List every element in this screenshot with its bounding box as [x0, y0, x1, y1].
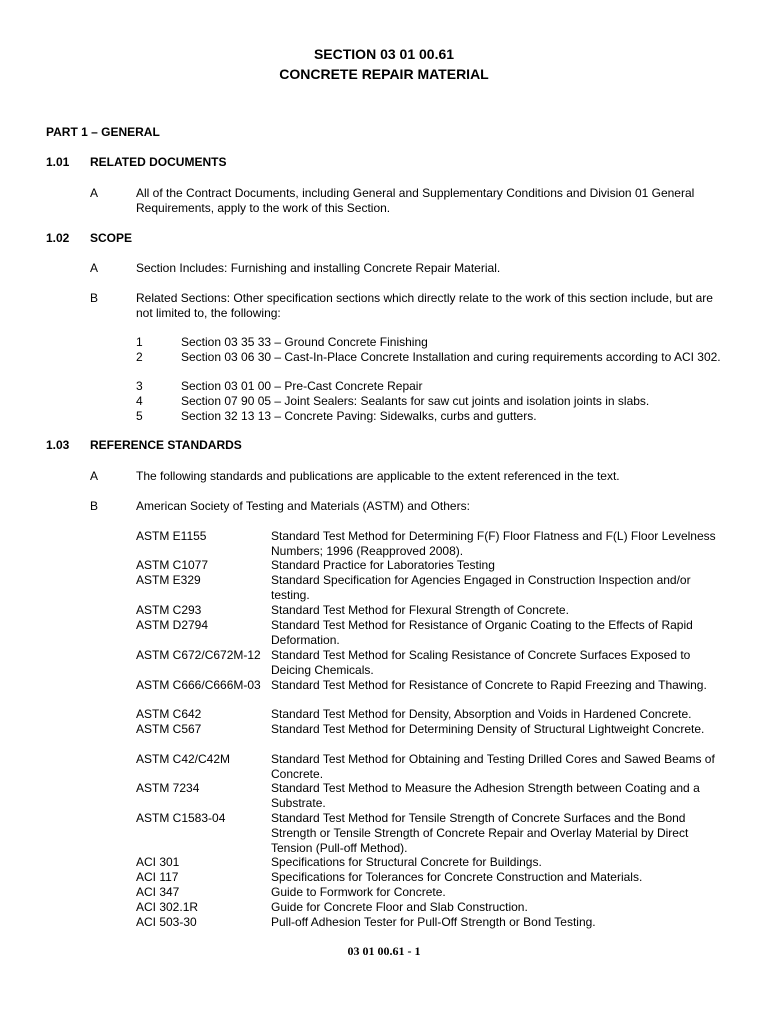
- reference-code: ASTM E329: [136, 573, 201, 587]
- reference-code: ACI 117: [136, 870, 179, 884]
- reference-description: Guide to Formwork for Concrete.: [271, 885, 446, 899]
- reference-description: Standard Test Method for Determining Density of Structural Lightweight Concrete.: [271, 722, 705, 736]
- reference-code: ASTM E1155: [136, 529, 207, 543]
- reference-code: ASTM 7234: [136, 781, 200, 795]
- reference-description: Standard Specification for Agencies Engaged in Construction Inspection and/or testing.: [271, 573, 691, 602]
- list-item: Section 03 35 33 – Ground Concrete Finishing: [181, 335, 428, 349]
- list-item-number: 2: [136, 350, 143, 364]
- article-title: REFERENCE STANDARDS: [90, 438, 242, 452]
- reference-description: Standard Test Method for Obtaining and Testing Drilled Cores and Sawed Beams of Concrete.: [271, 752, 715, 781]
- section-number: SECTION 03 01 00.61: [313, 46, 455, 62]
- reference-description: Standard Test Method for Determining F(F) Floor Flatness and F(L) Floor Levelness Numbers; 1996 (Reapproved 2008).: [271, 529, 716, 558]
- paragraph-letter: B: [90, 291, 99, 305]
- article-title: RELATED DOCUMENTS: [90, 155, 227, 169]
- paragraph-letter: A: [90, 261, 99, 275]
- list-item-number: 5: [136, 409, 143, 423]
- paragraph-text: All of the Contract Documents, including General and Supplementary Conditions and Division 01 General Requirements, apply to the work of this Section.: [136, 186, 695, 215]
- reference-description: Standard Test Method for Density, Absorption and Voids in Hardened Concrete.: [271, 707, 692, 721]
- reference-code: ACI 347: [136, 885, 180, 899]
- reference-code: ASTM D2794: [136, 618, 209, 632]
- reference-description: Standard Practice for Laboratories Testing: [271, 558, 495, 572]
- page-number-footer: 03 01 00.61 - 1: [347, 944, 421, 958]
- list-item: Section 03 06 30 – Cast-In-Place Concrete Installation and curing requirements according to ACI 302.: [181, 350, 721, 364]
- article-number: 1.02: [46, 231, 70, 245]
- reference-code: ASTM C672/C672M-12: [136, 648, 261, 662]
- paragraph-letter: A: [90, 186, 99, 200]
- paragraph-text: Related Sections: Other specification sections which directly relate to the work of this section include, but are not limited to, the following:: [136, 291, 713, 320]
- reference-description: Specifications for Tolerances for Concrete Construction and Materials.: [271, 870, 643, 884]
- reference-code: ASTM C567: [136, 722, 202, 736]
- paragraph-text: Section Includes: Furnishing and installing Concrete Repair Material.: [136, 261, 501, 275]
- paragraph-letter: A: [90, 469, 99, 483]
- reference-description: Standard Test Method for Resistance of Concrete to Rapid Freezing and Thawing.: [271, 678, 707, 692]
- reference-description: Pull-off Adhesion Tester for Pull-Off Strength or Bond Testing.: [271, 915, 596, 929]
- reference-code: ASTM C42/C42M: [136, 752, 231, 766]
- article-title: SCOPE: [90, 231, 133, 245]
- reference-description: Standard Test Method for Resistance of Organic Coating to the Effects of Rapid Deformation.: [271, 618, 693, 647]
- article-number: 1.01: [46, 155, 70, 169]
- list-item-number: 1: [136, 335, 143, 349]
- reference-code: ASTM C666/C666M-03: [136, 678, 261, 692]
- reference-code: ASTM C1583-04: [136, 811, 226, 825]
- reference-code: ASTM C642: [136, 707, 202, 721]
- reference-description: Standard Test Method for Scaling Resistance of Concrete Surfaces Exposed to Deicing Chemicals.: [271, 648, 691, 677]
- list-item: Section 32 13 13 – Concrete Paving: Sidewalks, curbs and gutters.: [181, 409, 537, 423]
- list-item-number: 3: [136, 379, 143, 393]
- list-item: Section 03 01 00 – Pre-Cast Concrete Repair: [181, 379, 423, 393]
- list-item-number: 4: [136, 394, 143, 408]
- paragraph-letter: B: [90, 499, 99, 513]
- paragraph-text: American Society of Testing and Materials (ASTM) and Others:: [136, 499, 470, 513]
- reference-description: Guide for Concrete Floor and Slab Construction.: [271, 900, 528, 914]
- reference-code: ASTM C293: [136, 603, 202, 617]
- reference-description: Standard Test Method for Tensile Strength of Concrete Surfaces and the Bond Strength or Tensile Strength of Concrete Repair and Overlay Material by Direct Tension (Pull-off Method).: [271, 811, 689, 855]
- reference-description: Standard Test Method to Measure the Adhesion Strength between Coating and a Substrate.: [271, 781, 700, 810]
- reference-code: ASTM C1077: [136, 558, 209, 572]
- paragraph-text: The following standards and publications are applicable to the extent referenced in the text.: [136, 469, 620, 483]
- reference-description: Standard Test Method for Flexural Strength of Concrete.: [271, 603, 569, 617]
- article-number: 1.03: [46, 438, 70, 452]
- reference-description: Specifications for Structural Concrete for Buildings.: [271, 855, 542, 869]
- part-heading: PART 1 – GENERAL: [46, 125, 160, 139]
- reference-code: ACI 503-30: [136, 915, 197, 929]
- reference-code: ACI 301: [136, 855, 180, 869]
- list-item: Section 07 90 05 – Joint Sealers: Sealants for saw cut joints and isolation joints in slabs.: [181, 394, 650, 408]
- section-title: CONCRETE REPAIR MATERIAL: [279, 66, 489, 82]
- reference-code: ACI 302.1R: [136, 900, 199, 914]
